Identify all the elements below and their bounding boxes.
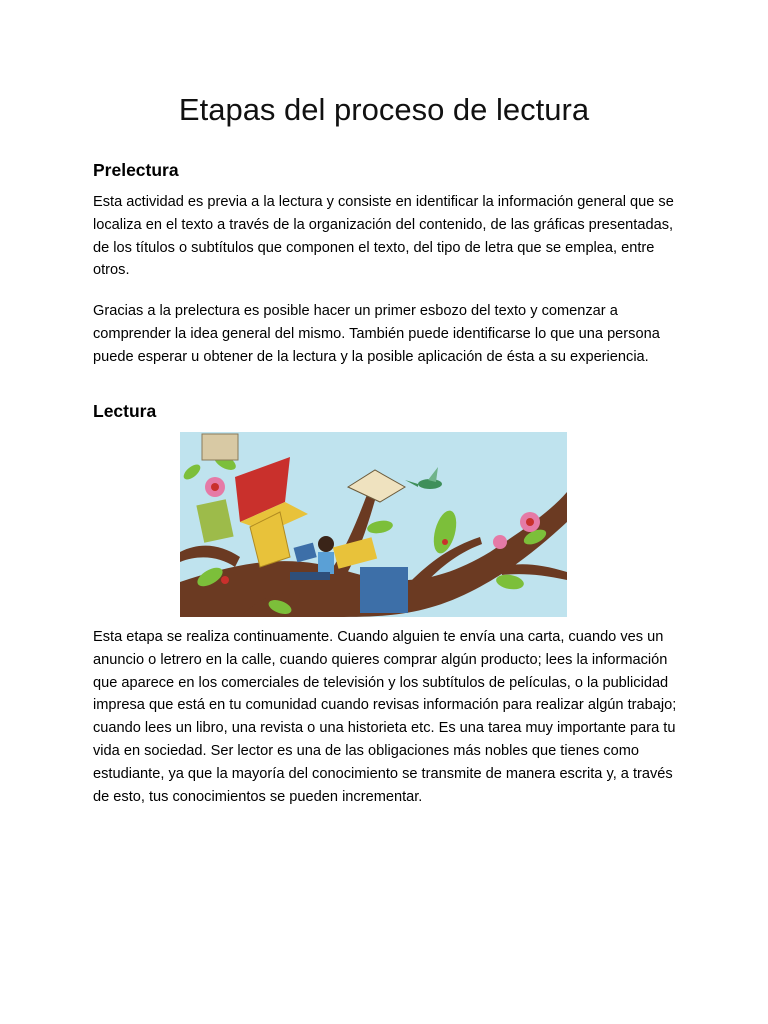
- section-heading-lectura: Lectura: [93, 401, 157, 421]
- section-heading-prelectura: Prelectura: [93, 160, 179, 180]
- prelectura-paragraph-2: Gracias a la prelectura es posible hacer un primer esbozo del texto y comenzar a comprender la idea general del mismo. También puede identificarse lo que una persona puede esperar u obtener de la lectura y la posible aplicación de ésta a su experiencia.: [93, 303, 660, 365]
- lectura-paragraph-1: Esta etapa se realiza continuamente. Cuando alguien te envía una carta, cuando ves un anuncio o letrero en la calle, cuando quieres comprar algún producto; lees la información que aparece en los comerciales de televisión y los subtítulos de películas, o la publicidad impresa que está en tu comunidad cuando revisas información para realizar algún trabajo; cuando lees un libro, una revista o una historieta etc. Es una tarea muy importante para tu vida en sociedad. Ser lector es una de las obligaciones más nobles que tienes como estudiante, ya que la mayoría del conocimiento se transmite de manera escrita y, a través de esto, tus conocimientos se pueden incrementar.: [93, 629, 677, 805]
- page-title: Etapas del proceso de lectura: [178, 92, 590, 127]
- prelectura-paragraph-1: Esta actividad es previa a la lectura y consiste en identificar la información general que se localiza en el texto a través de la organización del contenido, de las gráficas presentadas, de los títulos o subtítulos que componen el texto, del tipo de letra que se emplea, entre otros.: [93, 194, 674, 279]
- reading-tree-illustration: [180, 432, 567, 617]
